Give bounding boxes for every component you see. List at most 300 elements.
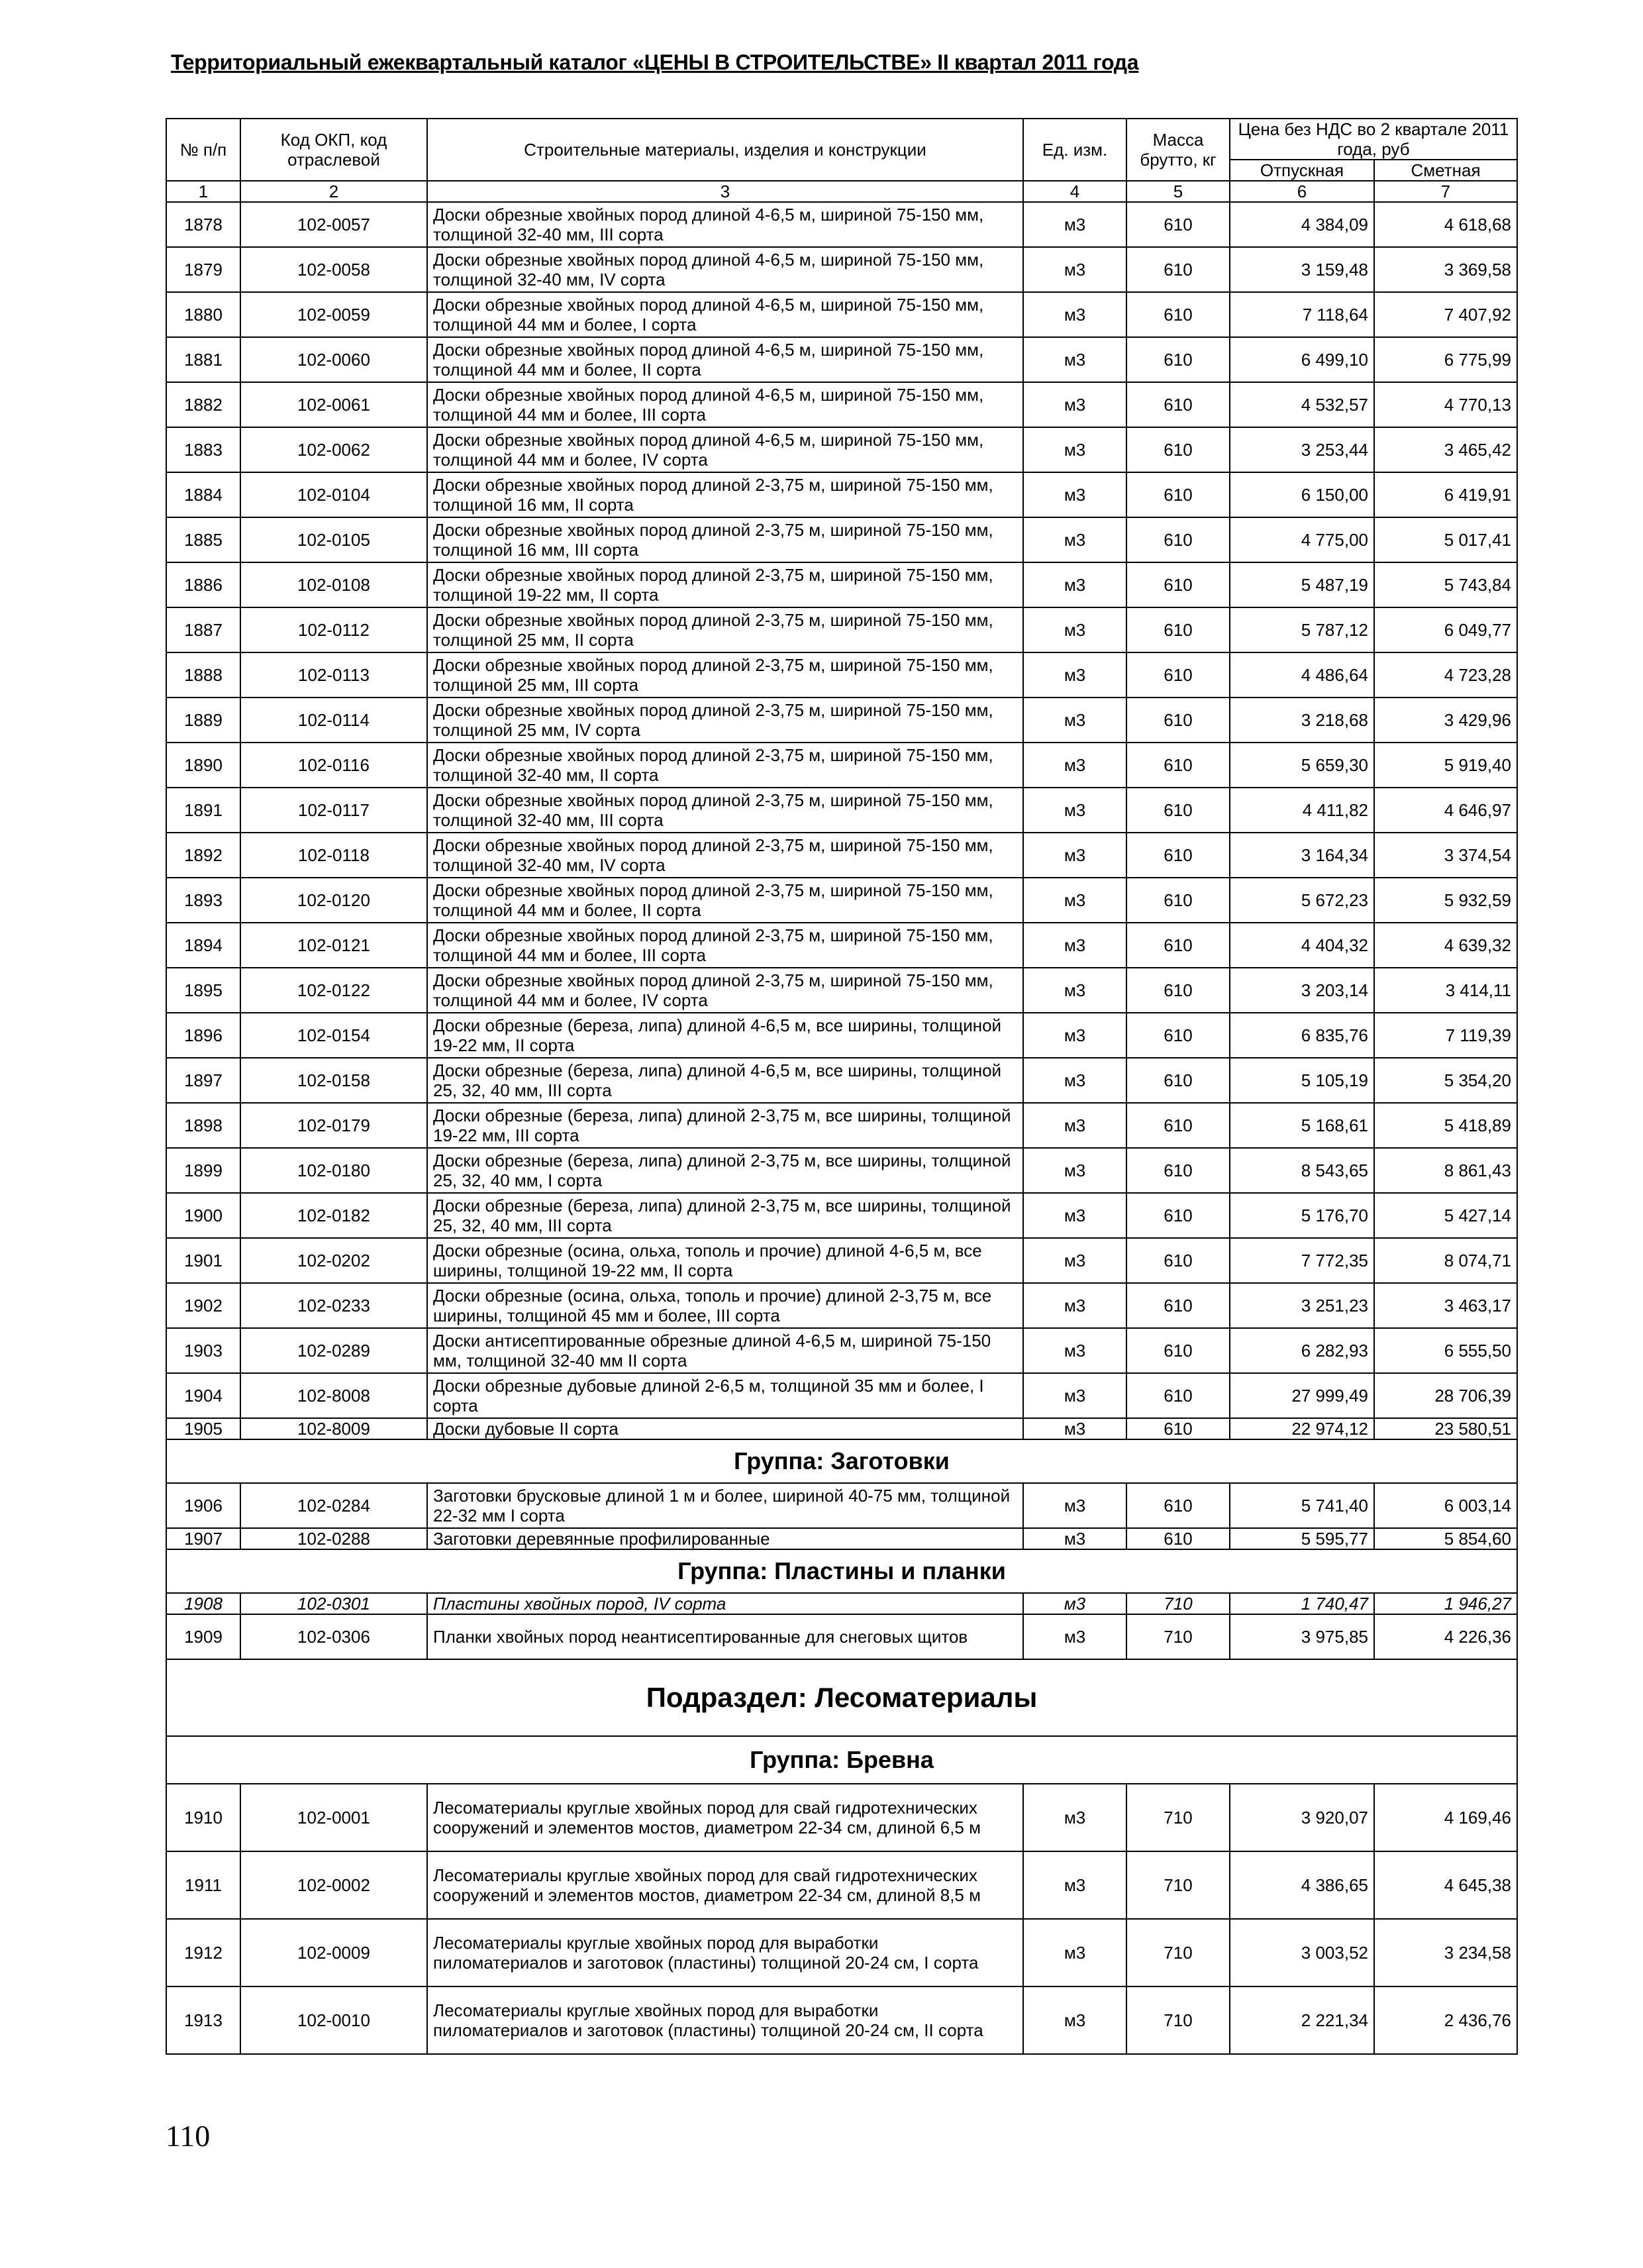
cell-mass: 610 — [1126, 1013, 1230, 1058]
table-row — [166, 247, 1517, 292]
cell-unit: м3 — [1023, 923, 1126, 968]
cell-unit: м3 — [1023, 337, 1126, 382]
table-row — [166, 1483, 1517, 1528]
cell-release-price: 5 487,19 — [1230, 562, 1374, 607]
cell-release-price: 4 532,57 — [1230, 382, 1374, 427]
cell-unit: м3 — [1023, 1148, 1126, 1193]
cell-code: 102-0116 — [240, 743, 427, 788]
cell-num: 1909 — [166, 1614, 240, 1659]
cell-mass: 610 — [1126, 472, 1230, 517]
cell-estimate-price: 4 618,68 — [1374, 202, 1517, 247]
cell-name: Доски обрезные хвойных пород длиной 2-3,75 м, шириной 75-150 мм, толщиной 25 мм, III сорта — [427, 652, 1023, 697]
cell-unit: м3 — [1023, 1058, 1126, 1103]
cell-num: 1899 — [166, 1148, 240, 1193]
cell-num: 1906 — [166, 1483, 240, 1528]
cell-estimate-price: 5 932,59 — [1374, 878, 1517, 923]
cell-estimate-price: 3 463,17 — [1374, 1283, 1517, 1328]
cell-code: 102-0062 — [240, 427, 427, 472]
cell-name: Доски обрезные хвойных пород длиной 4-6,5 м, шириной 75-150 мм, толщиной 44 мм и более, IV сорта — [427, 427, 1023, 472]
column-number: 1 — [166, 181, 240, 202]
table-row — [166, 1593, 1517, 1614]
cell-num: 1907 — [166, 1528, 240, 1549]
cell-unit: м3 — [1023, 833, 1126, 878]
cell-name: Доски обрезные (осина, ольха, тополь и прочие) длиной 4-6,5 м, все ширины, толщиной 19-22 мм, II сорта — [427, 1238, 1023, 1283]
cell-mass: 610 — [1126, 562, 1230, 607]
cell-unit: м3 — [1023, 878, 1126, 923]
cell-code: 102-0158 — [240, 1058, 427, 1103]
table-row — [166, 1238, 1517, 1283]
group-heading-row — [166, 1549, 1517, 1593]
cell-estimate-price: 4 639,32 — [1374, 923, 1517, 968]
cell-estimate-price: 4 723,28 — [1374, 652, 1517, 697]
cell-code: 102-0002 — [240, 1851, 427, 1919]
cell-release-price: 4 775,00 — [1230, 517, 1374, 562]
table-row — [166, 743, 1517, 788]
cell-code: 102-0182 — [240, 1193, 427, 1238]
cell-unit: м3 — [1023, 1593, 1126, 1614]
cell-name: Доски антисептированные обрезные длиной 4-6,5 м, шириной 75-150 мм, толщиной 32-40 мм II сорта — [427, 1328, 1023, 1373]
cell-unit: м3 — [1023, 382, 1126, 427]
cell-unit: м3 — [1023, 1986, 1126, 2054]
cell-name: Доски обрезные хвойных пород длиной 4-6,5 м, шириной 75-150 мм, толщиной 44 мм и более, III сорта — [427, 382, 1023, 427]
table-row — [166, 1851, 1517, 1919]
cell-code: 102-0060 — [240, 337, 427, 382]
group-heading-row — [166, 1439, 1517, 1483]
cell-release-price: 27 999,49 — [1230, 1373, 1374, 1418]
cell-mass: 710 — [1126, 1614, 1230, 1659]
cell-name: Доски обрезные (береза, липа) длиной 4-6,5 м, все ширины, толщиной 25, 32, 40 мм, III сорта — [427, 1058, 1023, 1103]
cell-estimate-price: 1 946,27 — [1374, 1593, 1517, 1614]
cell-name: Доски дубовые II сорта — [427, 1418, 1023, 1439]
cell-mass: 610 — [1126, 833, 1230, 878]
cell-mass: 610 — [1126, 1193, 1230, 1238]
rest-rows — [166, 1418, 1517, 1784]
cell-estimate-price: 3 369,58 — [1374, 247, 1517, 292]
cell-estimate-price: 28 706,39 — [1374, 1373, 1517, 1418]
cell-unit: м3 — [1023, 562, 1126, 607]
cell-estimate-price: 4 645,38 — [1374, 1851, 1517, 1919]
subsection-heading: Подраздел: Лесоматериалы — [166, 1659, 1517, 1736]
cell-release-price: 4 404,32 — [1230, 923, 1374, 968]
header-num: № п/п — [166, 119, 240, 181]
cell-code: 102-0061 — [240, 382, 427, 427]
logs-rows — [166, 1784, 1517, 2054]
cell-unit: м3 — [1023, 788, 1126, 833]
cell-estimate-price: 7 407,92 — [1374, 292, 1517, 337]
cell-estimate-price: 2 436,76 — [1374, 1986, 1517, 2054]
table-row — [166, 562, 1517, 607]
cell-release-price: 4 486,64 — [1230, 652, 1374, 697]
cell-code: 102-0001 — [240, 1784, 427, 1851]
table-row — [166, 1784, 1517, 1851]
cell-mass: 610 — [1126, 427, 1230, 472]
cell-num: 1896 — [166, 1013, 240, 1058]
cell-num: 1879 — [166, 247, 240, 292]
cell-mass: 610 — [1126, 1103, 1230, 1148]
cell-num: 1910 — [166, 1784, 240, 1851]
cell-name: Доски обрезные (береза, липа) длиной 2-3,75 м, все ширины, толщиной 25, 32, 40 мм, III сорта — [427, 1193, 1023, 1238]
cell-estimate-price: 6 003,14 — [1374, 1483, 1517, 1528]
table-header — [166, 119, 1517, 202]
cell-num: 1887 — [166, 607, 240, 652]
cell-unit: м3 — [1023, 1418, 1126, 1439]
cell-name: Лесоматериалы круглые хвойных пород для свай гидротехнических сооружений и элементов мостов, диаметром 22-34 см, длиной 6,5 м — [427, 1784, 1023, 1851]
cell-unit: м3 — [1023, 1919, 1126, 1986]
group-heading: Группа: Заготовки — [166, 1439, 1517, 1483]
cell-code: 102-0202 — [240, 1238, 427, 1283]
cell-code: 102-8008 — [240, 1373, 427, 1418]
cell-unit: м3 — [1023, 1851, 1126, 1919]
cell-num: 1900 — [166, 1193, 240, 1238]
table-row — [166, 878, 1517, 923]
cell-estimate-price: 3 465,42 — [1374, 427, 1517, 472]
cell-estimate-price: 7 119,39 — [1374, 1013, 1517, 1058]
cell-num: 1895 — [166, 968, 240, 1013]
cell-name: Доски обрезные хвойных пород длиной 4-6,5 м, шириной 75-150 мм, толщиной 44 мм и более, I сорта — [427, 292, 1023, 337]
cell-release-price: 5 105,19 — [1230, 1058, 1374, 1103]
cell-estimate-price: 8 861,43 — [1374, 1148, 1517, 1193]
cell-release-price: 3 218,68 — [1230, 697, 1374, 743]
cell-unit: м3 — [1023, 1373, 1126, 1418]
cell-name: Планки хвойных пород неантисептированные для снеговых щитов — [427, 1614, 1023, 1659]
cell-name: Заготовки деревянные профилированные — [427, 1528, 1023, 1549]
table-row — [166, 1193, 1517, 1238]
cell-release-price: 6 282,93 — [1230, 1328, 1374, 1373]
cell-mass: 610 — [1126, 1148, 1230, 1193]
cell-unit: м3 — [1023, 1103, 1126, 1148]
cell-release-price: 8 543,65 — [1230, 1148, 1374, 1193]
cell-release-price: 5 787,12 — [1230, 607, 1374, 652]
cell-estimate-price: 4 226,36 — [1374, 1614, 1517, 1659]
header-mass: Масса брутто, кг — [1126, 119, 1230, 181]
header-release: Отпускная — [1230, 160, 1374, 181]
cell-name: Лесоматериалы круглые хвойных пород для свай гидротехнических сооружений и элементов мостов, диаметром 22-34 см, длиной 8,5 м — [427, 1851, 1023, 1919]
cell-code: 102-0289 — [240, 1328, 427, 1373]
table-row — [166, 607, 1517, 652]
table-row — [166, 1103, 1517, 1148]
price-table — [166, 118, 1518, 2055]
table-row — [166, 1919, 1517, 1986]
cell-estimate-price: 5 919,40 — [1374, 743, 1517, 788]
cell-mass: 610 — [1126, 292, 1230, 337]
cell-estimate-price: 4 169,46 — [1374, 1784, 1517, 1851]
cell-num: 1908 — [166, 1593, 240, 1614]
cell-num: 1894 — [166, 923, 240, 968]
cell-unit: м3 — [1023, 652, 1126, 697]
cell-unit: м3 — [1023, 1013, 1126, 1058]
cell-name: Доски обрезные хвойных пород длиной 4-6,5 м, шириной 75-150 мм, толщиной 32-40 мм, III сорта — [427, 202, 1023, 247]
cell-code: 102-0105 — [240, 517, 427, 562]
table-row — [166, 472, 1517, 517]
cell-mass: 610 — [1126, 788, 1230, 833]
cell-release-price: 3 253,44 — [1230, 427, 1374, 472]
cell-mass: 610 — [1126, 1373, 1230, 1418]
column-number: 6 — [1230, 181, 1374, 202]
table-row — [166, 427, 1517, 472]
cell-num: 1901 — [166, 1238, 240, 1283]
cell-release-price: 3 975,85 — [1230, 1614, 1374, 1659]
cell-num: 1886 — [166, 562, 240, 607]
cell-unit: м3 — [1023, 517, 1126, 562]
cell-mass: 610 — [1126, 1238, 1230, 1283]
cell-code: 102-0301 — [240, 1593, 427, 1614]
cell-name: Доски обрезные (осина, ольха, тополь и прочие) длиной 2-3,75 м, все ширины, толщиной 45 мм и более, III сорта — [427, 1283, 1023, 1328]
cell-code: 102-0010 — [240, 1986, 427, 2054]
cell-mass: 710 — [1126, 1784, 1230, 1851]
cell-name: Доски обрезные хвойных пород длиной 2-3,75 м, шириной 75-150 мм, толщиной 44 мм и более, IV сорта — [427, 968, 1023, 1013]
table-row — [166, 382, 1517, 427]
cell-unit: м3 — [1023, 472, 1126, 517]
cell-unit: м3 — [1023, 743, 1126, 788]
cell-release-price: 7 772,35 — [1230, 1238, 1374, 1283]
cell-name: Доски обрезные (береза, липа) длиной 2-3,75 м, все ширины, толщиной 25, 32, 40 мм, I сорта — [427, 1148, 1023, 1193]
column-number: 7 — [1374, 181, 1517, 202]
table-row — [166, 517, 1517, 562]
cell-name: Заготовки брусковые длиной 1 м и более, шириной 40-75 мм, толщиной 22-32 мм I сорта — [427, 1483, 1023, 1528]
cell-release-price: 4 411,82 — [1230, 788, 1374, 833]
cell-release-price: 6 835,76 — [1230, 1013, 1374, 1058]
cell-unit: м3 — [1023, 1328, 1126, 1373]
cell-estimate-price: 6 555,50 — [1374, 1328, 1517, 1373]
cell-code: 102-0112 — [240, 607, 427, 652]
page-number: 110 — [166, 2119, 211, 2153]
cell-code: 102-0288 — [240, 1528, 427, 1549]
cell-code: 102-0113 — [240, 652, 427, 697]
cell-release-price: 6 150,00 — [1230, 472, 1374, 517]
cell-mass: 610 — [1126, 743, 1230, 788]
cell-num: 1891 — [166, 788, 240, 833]
cell-unit: м3 — [1023, 1614, 1126, 1659]
cell-code: 102-8009 — [240, 1418, 427, 1439]
cell-estimate-price: 5 354,20 — [1374, 1058, 1517, 1103]
table-row — [166, 202, 1517, 247]
cell-estimate-price: 6 775,99 — [1374, 337, 1517, 382]
cell-estimate-price: 6 419,91 — [1374, 472, 1517, 517]
cell-estimate-price: 5 418,89 — [1374, 1103, 1517, 1148]
cell-release-price: 3 920,07 — [1230, 1784, 1374, 1851]
cell-name: Пластины хвойных пород, IV сорта — [427, 1593, 1023, 1614]
cell-num: 1903 — [166, 1328, 240, 1373]
table-row — [166, 652, 1517, 697]
cell-code: 102-0057 — [240, 202, 427, 247]
cell-mass: 610 — [1126, 1418, 1230, 1439]
cell-estimate-price: 5 743,84 — [1374, 562, 1517, 607]
cell-num: 1892 — [166, 833, 240, 878]
cell-code: 102-0154 — [240, 1013, 427, 1058]
cell-code: 102-0306 — [240, 1614, 427, 1659]
table-row — [166, 1614, 1517, 1659]
cell-num: 1905 — [166, 1418, 240, 1439]
table-row — [166, 1328, 1517, 1373]
cell-name: Доски обрезные дубовые длиной 2-6,5 м, толщиной 35 мм и более, I сорта — [427, 1373, 1023, 1418]
cell-name: Доски обрезные хвойных пород длиной 2-3,75 м, шириной 75-150 мм, толщиной 32-40 мм, IV сорта — [427, 833, 1023, 878]
cell-name: Доски обрезные (береза, липа) длиной 2-3,75 м, все ширины, толщиной 19-22 мм, III сорта — [427, 1103, 1023, 1148]
cell-num: 1904 — [166, 1373, 240, 1418]
cell-code: 102-0058 — [240, 247, 427, 292]
cell-num: 1883 — [166, 427, 240, 472]
cell-num: 1881 — [166, 337, 240, 382]
cell-estimate-price: 3 374,54 — [1374, 833, 1517, 878]
cell-release-price: 1 740,47 — [1230, 1593, 1374, 1614]
cell-name: Доски обрезные хвойных пород длиной 2-3,75 м, шириной 75-150 мм, толщиной 44 мм и более, II сорта — [427, 878, 1023, 923]
cell-unit: м3 — [1023, 1283, 1126, 1328]
cell-num: 1890 — [166, 743, 240, 788]
cell-unit: м3 — [1023, 427, 1126, 472]
cell-mass: 710 — [1126, 1851, 1230, 1919]
cell-mass: 610 — [1126, 652, 1230, 697]
cell-mass: 710 — [1126, 1986, 1230, 2054]
cell-code: 102-0118 — [240, 833, 427, 878]
cell-name: Доски обрезные хвойных пород длиной 2-3,75 м, шириной 75-150 мм, толщиной 32-40 мм, III сорта — [427, 788, 1023, 833]
group-heading: Группа: Пластины и планки — [166, 1549, 1517, 1593]
cell-name: Доски обрезные хвойных пород длиной 2-3,75 м, шириной 75-150 мм, толщиной 25 мм, IV сорта — [427, 697, 1023, 743]
table-row — [166, 1058, 1517, 1103]
cell-num: 1885 — [166, 517, 240, 562]
cell-num: 1889 — [166, 697, 240, 743]
cell-unit: м3 — [1023, 202, 1126, 247]
cell-mass: 610 — [1126, 1483, 1230, 1528]
cell-release-price: 4 386,65 — [1230, 1851, 1374, 1919]
group-heading: Группа: Бревна — [166, 1736, 1517, 1784]
table-row — [166, 788, 1517, 833]
cell-mass: 710 — [1126, 1919, 1230, 1986]
cell-estimate-price: 8 074,71 — [1374, 1238, 1517, 1283]
table-row — [166, 697, 1517, 743]
cell-unit: м3 — [1023, 607, 1126, 652]
cell-mass: 610 — [1126, 923, 1230, 968]
cell-num: 1882 — [166, 382, 240, 427]
cell-code: 102-0122 — [240, 968, 427, 1013]
subsection-heading-row — [166, 1659, 1517, 1736]
cell-name: Доски обрезные хвойных пород длиной 2-3,75 м, шириной 75-150 мм, толщиной 25 мм, II сорта — [427, 607, 1023, 652]
cell-mass: 610 — [1126, 607, 1230, 652]
column-number: 4 — [1023, 181, 1126, 202]
cell-release-price: 5 168,61 — [1230, 1103, 1374, 1148]
cell-mass: 610 — [1126, 1058, 1230, 1103]
table-row — [166, 292, 1517, 337]
cell-mass: 610 — [1126, 517, 1230, 562]
cell-release-price: 5 595,77 — [1230, 1528, 1374, 1549]
cell-unit: м3 — [1023, 1784, 1126, 1851]
table-row — [166, 1986, 1517, 2054]
page-header: Территориальный ежеквартальный каталог «ЦЕНЫ В СТРОИТЕЛЬСТВЕ» II квартал 2011 года — [171, 50, 1139, 74]
cell-unit: м3 — [1023, 1193, 1126, 1238]
cell-estimate-price: 5 427,14 — [1374, 1193, 1517, 1238]
cell-release-price: 5 672,23 — [1230, 878, 1374, 923]
cell-estimate-price: 4 646,97 — [1374, 788, 1517, 833]
table-row — [166, 1373, 1517, 1418]
cell-name: Доски обрезные хвойных пород длиной 2-3,75 м, шириной 75-150 мм, толщиной 19-22 мм, II сорта — [427, 562, 1023, 607]
cell-num: 1880 — [166, 292, 240, 337]
cell-code: 102-0117 — [240, 788, 427, 833]
cell-code: 102-0121 — [240, 923, 427, 968]
cell-estimate-price: 6 049,77 — [1374, 607, 1517, 652]
cell-num: 1913 — [166, 1986, 240, 2054]
cell-mass: 610 — [1126, 878, 1230, 923]
group-heading-row — [166, 1736, 1517, 1784]
cell-code: 102-0059 — [240, 292, 427, 337]
header-unit: Ед. изм. — [1023, 119, 1126, 181]
table-row — [166, 1013, 1517, 1058]
column-number: 3 — [427, 181, 1023, 202]
cell-release-price: 22 974,12 — [1230, 1418, 1374, 1439]
cell-release-price: 2 221,34 — [1230, 1986, 1374, 2054]
cell-release-price: 3 164,34 — [1230, 833, 1374, 878]
cell-mass: 610 — [1126, 337, 1230, 382]
cell-estimate-price: 23 580,51 — [1374, 1418, 1517, 1439]
cell-num: 1898 — [166, 1103, 240, 1148]
cell-code: 102-0179 — [240, 1103, 427, 1148]
table-row — [166, 1418, 1517, 1439]
cell-unit: м3 — [1023, 968, 1126, 1013]
cell-mass: 710 — [1126, 1593, 1230, 1614]
cell-release-price: 7 118,64 — [1230, 292, 1374, 337]
cell-mass: 610 — [1126, 1328, 1230, 1373]
cell-num: 1902 — [166, 1283, 240, 1328]
cell-unit: м3 — [1023, 1483, 1126, 1528]
cell-estimate-price: 3 429,96 — [1374, 697, 1517, 743]
cell-release-price: 3 203,14 — [1230, 968, 1374, 1013]
table-row — [166, 337, 1517, 382]
table-row — [166, 923, 1517, 968]
cell-unit: м3 — [1023, 1528, 1126, 1549]
cell-release-price: 4 384,09 — [1230, 202, 1374, 247]
cell-code: 102-0180 — [240, 1148, 427, 1193]
cell-estimate-price: 5 854,60 — [1374, 1528, 1517, 1549]
boards-rows — [166, 202, 1517, 1418]
cell-num: 1888 — [166, 652, 240, 697]
column-number-row — [166, 181, 1517, 202]
cell-mass: 610 — [1126, 382, 1230, 427]
cell-mass: 610 — [1126, 247, 1230, 292]
cell-release-price: 5 176,70 — [1230, 1193, 1374, 1238]
cell-name: Доски обрезные хвойных пород длиной 4-6,5 м, шириной 75-150 мм, толщиной 44 мм и более, II сорта — [427, 337, 1023, 382]
cell-mass: 610 — [1126, 202, 1230, 247]
cell-name: Доски обрезные хвойных пород длиной 4-6,5 м, шириной 75-150 мм, толщиной 32-40 мм, IV сорта — [427, 247, 1023, 292]
table-row — [166, 1283, 1517, 1328]
cell-num: 1884 — [166, 472, 240, 517]
header-name: Строительные материалы, изделия и конструкции — [427, 119, 1023, 181]
cell-code: 102-0104 — [240, 472, 427, 517]
cell-name: Лесоматериалы круглые хвойных пород для выработки пиломатериалов и заготовок (пластины) толщиной 20-24 см, II сорта — [427, 1986, 1023, 2054]
cell-unit: м3 — [1023, 697, 1126, 743]
table-row — [166, 833, 1517, 878]
cell-mass: 610 — [1126, 1283, 1230, 1328]
cell-unit: м3 — [1023, 292, 1126, 337]
header-price: Цена без НДС во 2 квартале 2011 года, руб — [1230, 119, 1517, 160]
header-estimate: Сметная — [1374, 160, 1517, 181]
cell-estimate-price: 4 770,13 — [1374, 382, 1517, 427]
cell-name: Доски обрезные хвойных пород длиной 2-3,75 м, шириной 75-150 мм, толщиной 44 мм и более, III сорта — [427, 923, 1023, 968]
cell-mass: 610 — [1126, 697, 1230, 743]
cell-release-price: 5 659,30 — [1230, 743, 1374, 788]
cell-unit: м3 — [1023, 247, 1126, 292]
cell-unit: м3 — [1023, 1238, 1126, 1283]
cell-name: Доски обрезные хвойных пород длиной 2-3,75 м, шириной 75-150 мм, толщиной 16 мм, III сорта — [427, 517, 1023, 562]
column-number: 5 — [1126, 181, 1230, 202]
cell-release-price: 3 003,52 — [1230, 1919, 1374, 1986]
cell-code: 102-0114 — [240, 697, 427, 743]
cell-mass: 610 — [1126, 1528, 1230, 1549]
cell-code: 102-0284 — [240, 1483, 427, 1528]
header-code: Код ОКП, код отраслевой — [240, 119, 427, 181]
cell-name: Доски обрезные хвойных пород длиной 2-3,75 м, шириной 75-150 мм, толщиной 16 мм, II сорта — [427, 472, 1023, 517]
cell-num: 1878 — [166, 202, 240, 247]
cell-estimate-price: 3 234,58 — [1374, 1919, 1517, 1986]
cell-code: 102-0120 — [240, 878, 427, 923]
cell-num: 1893 — [166, 878, 240, 923]
table-row — [166, 1148, 1517, 1193]
